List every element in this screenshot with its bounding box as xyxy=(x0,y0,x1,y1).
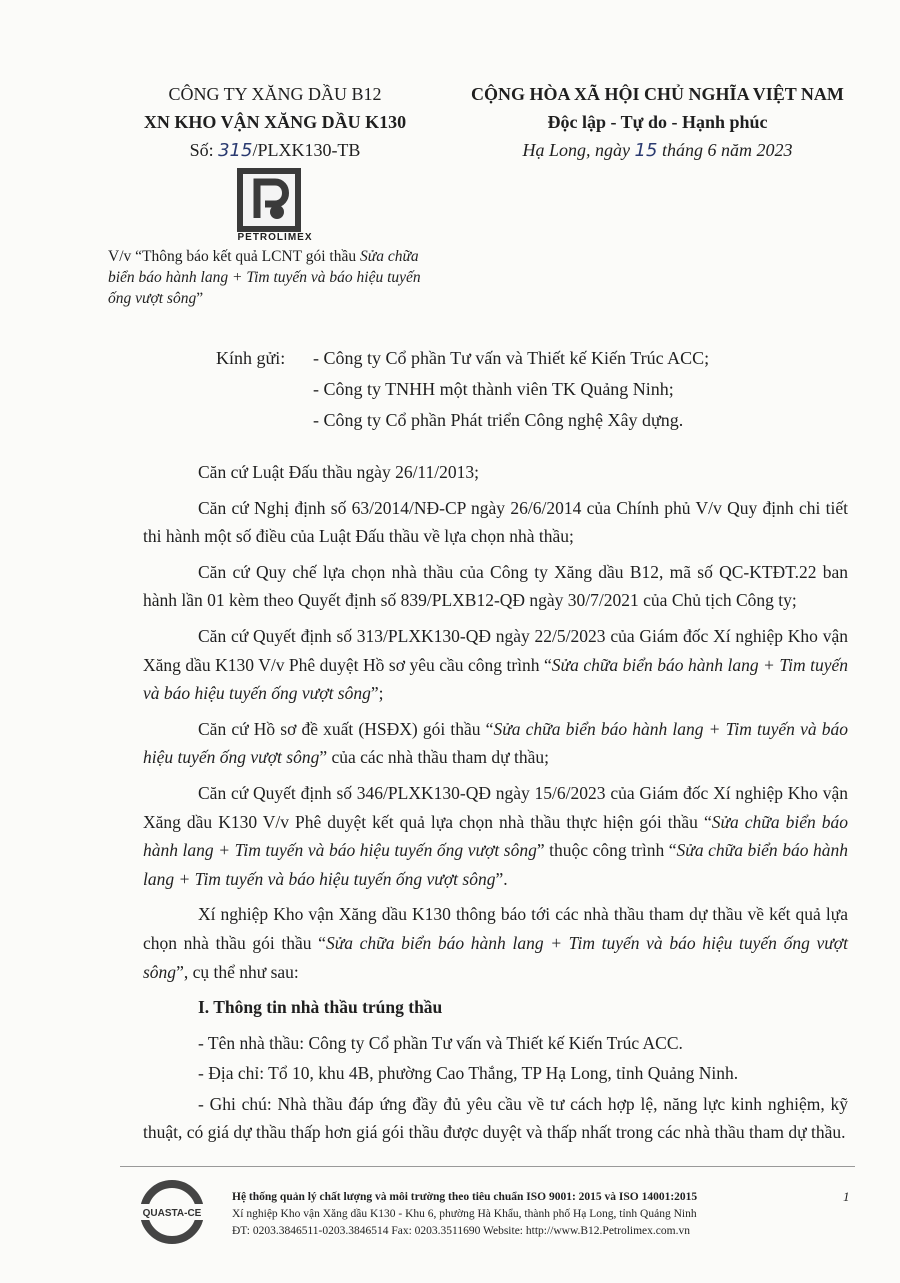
basis-paragraph: Căn cứ Quy chế lựa chọn nhà thầu của Công ty Xăng dầu B12, mã số QC-KTĐT.22 ban hành lần 01 kèm theo Quyết định số 839/PLXB12-QĐ ngày 30/7/2021 của Chủ tịch Công ty; xyxy=(143,561,848,611)
date-suffix: tháng 6 năm 2023 xyxy=(661,140,793,160)
company-name: CÔNG TY XĂNG DẦU B12 xyxy=(168,84,382,104)
footer-divider xyxy=(120,1166,855,1167)
motto: Độc lập - Tự do - Hạnh phúc xyxy=(547,112,768,132)
section-heading: I. Thông tin nhà thầu trúng thầu xyxy=(198,997,443,1018)
subject-title: Sửa chữa biển báo hành lang + Tim tuyến và báo hiệu tuyến ống vượt sông xyxy=(108,248,421,307)
number-suffix: /PLXK130-TB xyxy=(252,140,361,160)
date-day-handwritten: 15 xyxy=(634,140,658,161)
footer-contact-line: ĐT: 0203.3846511-0203.3846514 Fax: 0203.3511690 Website: http://www.B12.Petrolimex.com.vn xyxy=(232,1225,690,1237)
subject-prefix: V/v “Thông báo kết quả LCNT gói thầu xyxy=(108,248,360,265)
winner-note: - Ghi chú: Nhà thầu đáp ứng đầy đủ yêu cầu về tư cách hợp lệ, năng lực kinh nghiệm, kỹ thuật, có giá dự thầu thấp hơn giá gói thầu được duyệt và thấp nhất trong các nhà thầu tham dự thầu. xyxy=(143,1093,848,1143)
basis-paragraph: Căn cứ Quyết định số 313/PLXK130-QĐ ngày 22/5/2023 của Giám đốc Xí nghiệp Kho vận Xăng dầu K130 V/v Phê duyệt Hồ sơ yêu cầu công trình “Sửa chữa biển báo hành lang + Tim tuyến và báo hiệu tuyến ống vượt sông”; xyxy=(143,625,848,704)
document-number xyxy=(110,136,440,165)
logo-text: PETROLIMEX xyxy=(237,232,313,243)
date-line xyxy=(445,136,870,165)
recipient-row xyxy=(216,374,709,405)
footer-text xyxy=(232,1189,832,1240)
basis-paragraph: Căn cứ Quyết định số 346/PLXK130-QĐ ngày 15/6/2023 của Giám đốc Xí nghiệp Kho vận Xăng dầu K130 V/v Phê duyệt kết quả lựa chọn nhà thầu thực hiện gói thầu “Sửa chữa biển báo hành lang + Tim tuyến và báo hiệu tuyến ống vượt sông” thuộc công trình “Sửa chữa biển báo hành lang + Tim tuyến và báo hiệu tuyến ống vượt sông”. xyxy=(143,782,849,889)
footer-iso-line: Hệ thống quản lý chất lượng và môi trường theo tiêu chuẩn ISO 9001: 2015 và ISO 14001:2015 xyxy=(232,1191,698,1203)
number-handwritten: 315 xyxy=(218,140,253,161)
recipient-row xyxy=(216,405,709,436)
recipient-item: - Công ty TNHH một thành viên TK Quảng Ninh; xyxy=(313,379,674,399)
subject-suffix: ” xyxy=(196,290,204,307)
announcement-paragraph: Xí nghiệp Kho vận Xăng dầu K130 thông báo tới các nhà thầu tham dự thầu về kết quả lựa chọn nhà thầu gói thầu “Sửa chữa biển báo hành lang + Tim tuyến và báo hiệu tuyến ống vượt sông”, cụ thể như sau: xyxy=(143,904,848,982)
issuer-block xyxy=(110,80,440,165)
subject-line xyxy=(108,246,443,309)
winner-name: - Tên nhà thầu: Công ty Cổ phần Tư vấn và Thiết kế Kiến Trúc ACC. xyxy=(198,1032,683,1053)
footer-address-line: Xí nghiệp Kho vận Xăng dầu K130 - Khu 6, phường Hà Khẩu, thành phố Hạ Long, tỉnh Quảng Ninh xyxy=(232,1208,697,1220)
basis-paragraph: Căn cứ Hồ sơ đề xuất (HSĐX) gói thầu “Sửa chữa biển báo hành lang + Tim tuyến và báo hiệu tuyến ống vượt sông” của các nhà thầu tham dự thầu; xyxy=(143,718,848,768)
recipient-item: - Công ty Cổ phần Tư vấn và Thiết kế Kiến Trúc ACC; xyxy=(313,348,710,368)
recipient-item: - Công ty Cổ phần Phát triển Công nghệ Xây dựng. xyxy=(313,410,684,430)
recipients-label: Kính gửi: xyxy=(216,348,286,368)
petrolimex-logo-icon xyxy=(237,168,301,232)
document-body xyxy=(143,458,848,1149)
national-header xyxy=(445,80,870,165)
quasta-ce-logo-icon xyxy=(140,1180,204,1244)
basis-paragraph: Căn cứ Nghị định số 63/2014/NĐ-CP ngày 26/6/2014 của Chính phủ V/v Quy định chi tiết thi hành một số điều của Luật Đấu thầu về lựa chọn nhà thầu; xyxy=(143,497,848,547)
recipients-block xyxy=(216,343,709,436)
quasta-logo-text: QUASTA-CE xyxy=(142,1208,202,1219)
nation-title: CỘNG HÒA XÃ HỘI CHỦ NGHĨA VIỆT NAM xyxy=(471,84,844,104)
winner-address: - Địa chỉ: Tổ 10, khu 4B, phường Cao Thắng, TP Hạ Long, tỉnh Quảng Ninh. xyxy=(198,1063,739,1084)
recipient-row xyxy=(216,343,709,374)
page-number: 1 xyxy=(843,1189,850,1204)
number-prefix: Số: xyxy=(189,140,214,160)
unit-name: XN KHO VẬN XĂNG DẦU K130 xyxy=(143,112,407,132)
date-prefix: Hạ Long, ngày xyxy=(522,140,631,160)
basis-paragraph: Căn cứ Luật Đấu thầu ngày 26/11/2013; xyxy=(198,462,479,482)
